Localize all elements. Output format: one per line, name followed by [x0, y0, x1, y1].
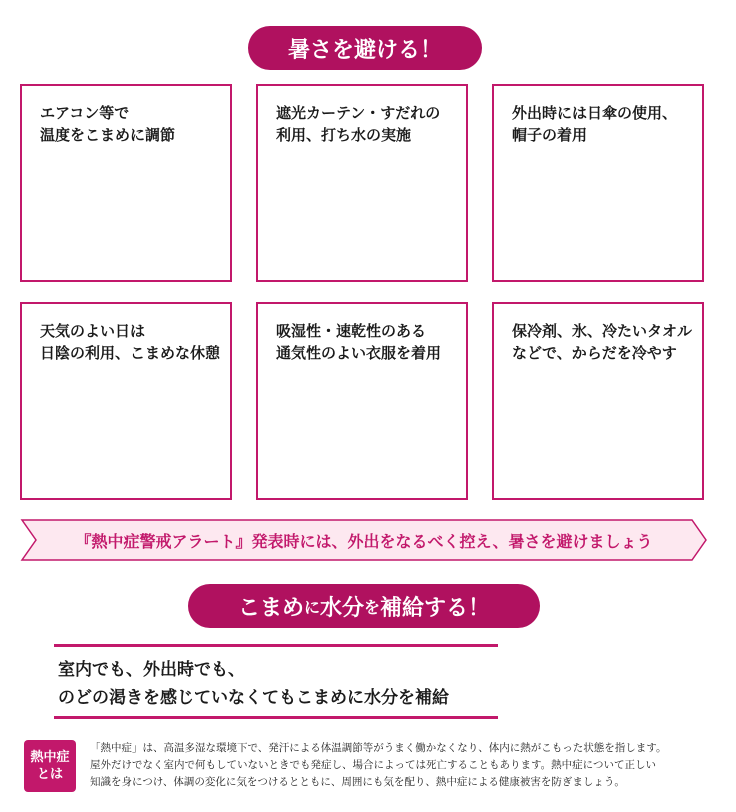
tip-card-line: 天気のよい日は	[40, 322, 146, 340]
tip-card-aircon	[20, 84, 232, 282]
section-title-avoid-heat-text: 暑さを避ける！	[287, 37, 442, 63]
divider-top	[54, 644, 498, 647]
tip-card-curtain	[256, 84, 468, 282]
tip-card-line: などで、からだを冷やす	[512, 344, 677, 362]
hydrate-title-part: こまめ	[237, 595, 304, 621]
definition-badge-line: とは	[36, 767, 63, 782]
tip-card-line: 利用、打ち水の実施	[276, 126, 412, 144]
hydrate-message-line: のどの渇きを感じていなくてもこまめに水分を補給	[58, 688, 449, 708]
hydrate-message	[58, 656, 449, 712]
tip-card-line: 帽子の着用	[512, 126, 588, 144]
tip-card-line: 日陰の利用、こまめな休憩	[40, 344, 221, 362]
hydrate-message-line: 室内でも、外出時でも、	[58, 660, 245, 680]
tip-card-line: エアコン等で	[40, 104, 130, 122]
tip-card-line: 保冷剤、氷、冷たいタオル	[512, 322, 693, 340]
alert-banner-text: 『熱中症警戒アラート』発表時には、外出をなるべく控え、暑さを避けましょう	[75, 531, 653, 551]
tip-card-line: 温度をこまめに調節	[40, 126, 176, 144]
definition-line: 屋外だけでなく室内で何もしていないときでも発症し、場合によっては死亡することもあります。熱中症について正しい	[90, 759, 656, 771]
tip-card-line: 遮光カーテン・すだれの	[276, 104, 441, 122]
hydrate-title-part: 水分	[319, 595, 364, 621]
tip-card-line: 吸湿性・速乾性のある	[276, 322, 427, 340]
definition-text	[90, 740, 720, 791]
hydrate-title-part: に	[303, 597, 320, 617]
tip-card-cooling	[492, 302, 704, 500]
section-title-hydrate	[188, 584, 540, 628]
hydrate-title-part: 補給する！	[380, 595, 491, 621]
tip-card-shade	[20, 302, 232, 500]
tip-card-parasol	[492, 84, 704, 282]
definition-line: 知識を身につけ、体調の変化に気をつけるとともに、周囲にも気を配り、熱中症による健康被害を防ぎましょう。	[90, 776, 625, 788]
hydrate-title-part: を	[364, 597, 381, 617]
definition-line: 「熱中症」は、高温多湿な環境下で、発汗による体温調節等がうまく働かなくなり、体内に熱がこもった状態を指します。	[90, 742, 667, 754]
definition-badge	[24, 740, 76, 792]
definition-badge-line: 熱中症	[30, 750, 70, 765]
tip-card-clothing	[256, 302, 468, 500]
tip-card-line: 通気性のよい衣服を着用	[276, 344, 442, 362]
heat-alert-banner	[20, 518, 708, 562]
tip-card-line: 外出時には日傘の使用、	[512, 104, 678, 122]
section-title-avoid-heat	[248, 26, 482, 70]
divider-bottom	[54, 716, 498, 719]
